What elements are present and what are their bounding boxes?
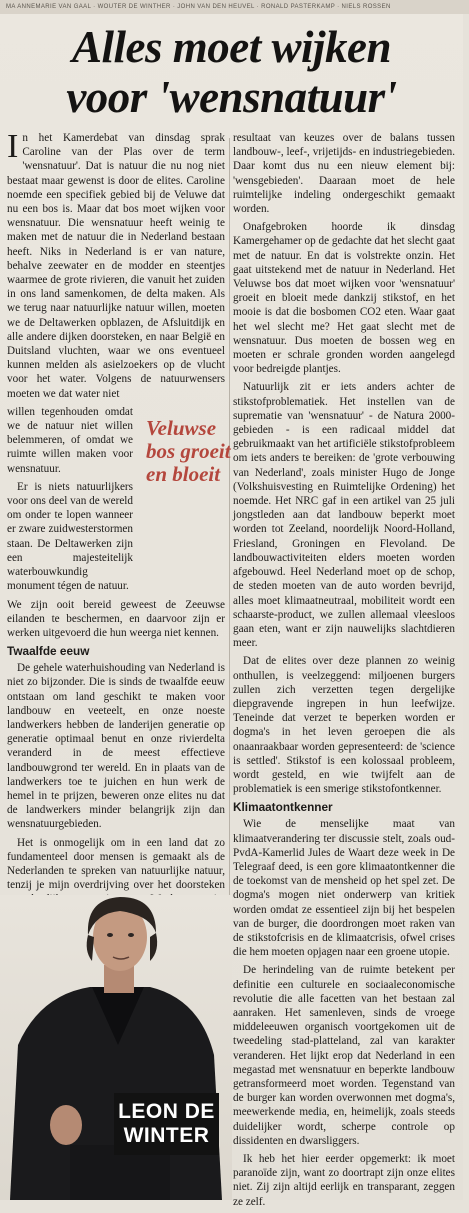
- paragraph-stikstof: Natuurlijk zit er iets anders achter de stikstofproblematiek. Het instellen van de suprematie van 'wensnatuur' - de Natura 2000-gebieden - is een radicaal middel dat gebruikmaakt van het artificiële stikstofprobleem om iets anders te bereiken: de 'grote verbouwing van Nederland', zoals minister Hugo de Jonge (Volkshuisvesting en Ruimtelijke Ordening) het noemde. Het NRC gaf in een artikel van 25 juli jongstleden aan dat landbouw beperkt moet worden tot Zeeland, noordelijk Noord-Holland, Friesland, Groningen en Flevoland. De landbouwactiviteiten elders moeten worden afgebouwd. Heel Nederland moet op de schop, de steden moeten van de auto worden bevrijd, alles moet klimaatneutraal, mobiliteit wordt een schaarste-product, we zullen allemaal vleesloos gaan eten, want er zijn nauwelijks slachtdieren meer.: [233, 381, 455, 650]
- author-name-line-2: WINTER: [123, 1124, 210, 1147]
- drop-cap: I: [7, 128, 19, 165]
- pull-quote-line-2: bos groeit: [146, 439, 231, 463]
- headline-line-1: Alles moet wijken: [71, 22, 391, 72]
- paragraph-onmogelijk: Het is onmogelijk om in een land dat zo fundamenteel door mensen is gemaakt als de Nederlanden te spreken van natuurlijke natuur, tenzij je mijn overdrijving over het doorsteken: [7, 836, 225, 892]
- pull-quote: [146, 417, 246, 486]
- pull-quote-line-3: en bloeit: [146, 462, 221, 486]
- subheading-klimaatontkenner: Klimaatontkenner: [233, 800, 333, 815]
- paragraph-narrow-2: Er is niets natuurlijkers voor ons deel van de wereld om onder te lopen wanneer er zware zuidwesterstormen staan. De Deltawerken zijn een majesteitelijk waterbouwkundig monument tégen de natuur.: [7, 480, 133, 593]
- paragraph-resultaat: resultaat van keuzes over de balans tussen landbouw-, leef-, vrijetijds- en industriegebieden. Daar komt dus nu een nieuw element bij: 'wensgebieden'. Daaraan moet de hele ruimtelijke indeling ondergeschikt gemaakt worden.: [233, 132, 455, 216]
- paragraph-paranoide: Ik heb het hier eerder opgemerkt: ik moet paranoïde zijn, want zo doortrapt zijn onze elites niet. Zij zijn altijd eerlijk en transparant, zeggen ze zelf.: [233, 1153, 455, 1208]
- paragraph-waterhuishouding: De gehele waterhuishouding van Nederland is niet zo bijzonder. Die is sinds de twaalfde eeuw ontstaan om land geschikt te maken voor landbouw en veeteelt, en onze noeste landwerkers hebben de landerijen generatie op generatie optimaal benut en onze rivierdelta veranderd in de meest effectieve landbouwgrond ter wereld. En in plaats van de landwerkers toe te juichen en hun werk de hemel in te prijzen, beweren onze elites nu dat de landwerkers minder belangrijk zijn dan wensnatuurgebieden.: [7, 662, 225, 831]
- paragraph-elites: Dat de elites over deze plannen zo weinig onthullen, is veelzeggend: miljoenen burgers zullen zich verzetten tegen dergelijke diepgravende ingrepen in hun leefwijze. Teneinde dat verzet te beperken worden er dogma's in het leven geroepen die als onaanraakbaar worden gepresenteerd: de 'science is settled'. Stikstof is een kolossaal probleem, wordt gesteld, en wie twijfelt aan de problematiek is een smerige stikstofontkenner.: [233, 655, 455, 796]
- headline: [0, 22, 463, 122]
- paragraph-narrow-1: willen tegenhouden omdat we de natuur niet willen belemmeren, of omdat we ruimte willen maken voor wensnatuur.: [7, 405, 133, 475]
- paragraph-intro-text: n het Kamerdebat van dinsdag sprak Caroline van der Plas over de term 'wensnatuur'. Dat is natuur die nu nog niet bestaat maar gewenst is door de elites. Caroline noemde een specifiek gebied bij de Veluwe dat nu een bos is. Maar dat bos moet wijken voor wensnatuur. Die wensnatuur heeft weinig te maken met de natuur die in Nederland bestaan heeft. Niks in Nederland is er van nature, behalve zeewater en de modder en steentjes waarmee de grote rivieren, die vanuit het zuiden in ons land samenkomen, de delta maken. Als we terug naar natuurlijke natuur willen, moeten we de Deltawerken opblazen, de Afsluitdijk en alle andere dijken doorsteken, en naar België en Duitsland vluchten, waar we ons eventueel kunnen melden als asielzoekers op de vlucht voor het water. Volgens de natuurwensers moeten we dat water niet: [7, 132, 225, 400]
- paragraph-intro: [7, 128, 225, 401]
- pull-quote-line-1: Veluwse: [146, 416, 217, 440]
- paragraph-deltawerken: We zijn ooit bereid geweest de Zeeuwse eilanden te beschermen, en daarvoor zijn er werken uitgevoerd die hun weerga niet kennen.: [7, 598, 225, 639]
- headline-line-2: voor 'wensnatuur': [66, 72, 397, 122]
- author-nameplate: [114, 1093, 219, 1155]
- paragraph-herindeling: De herindeling van de ruimte betekent per definitie een culturele en sociaaleconomische revolutie die alle facetten van het bestaan zal aanraken. Het samenleven, sinds de vroege middeleeuwen organisch voortgekomen uit de tweedeling stad-platteland, zal van karakter veranderen. Het lijkt erop dat Nederland in een megastad met wensnatuur en beperkte landbouw getransformeerd moet worden. Tegenstand van de burger kan worden overwonnen met dogma's, meewerkende media, en, heimelijk, zoals steeds duidelijker wordt, scherpe controle op dissidenten en dwarsliggers.: [233, 964, 455, 1147]
- paragraph-kamergehamer: Onafgebroken hoorde ik dinsdag Kamergehamer op de gedachte dat het slecht gaat met de natuur. En dat is volstrekte onzin. Het gaat uitstekend met de natuur in Nederland. Het Veluwse bos dat moet wijken voor 'wensnatuur' groeit en bloeit mede dankzij stikstof, en het mooie is dat die bosbomen CO2 eten. Waar gaat het wel slecht me? Het gaat slecht met de wensnatuur. Dus moeten de bossen weg en moeten er schrale gronden worden aangelegd voor bedreigde plantjes.: [233, 221, 455, 376]
- left-column: [7, 128, 225, 982]
- author-name-line-1: LEON DE: [118, 1100, 215, 1123]
- credits-bar: MA ANNEMARIE VAN GAAL · WOUTER DE WINTHER · JOHN VAN DEN HEUVEL · RONALD PASTERKAMP · NIELS ROSSEN: [0, 0, 469, 14]
- right-column: [233, 131, 455, 1213]
- paragraph-menselijke-maat: Wie de menselijke maat van klimaatverandering ter discussie stelt, zoals oud-PvdA-Kamerlid Jules de Waart deze week in De Telegraaf deed, is een gore klimaatontkenner die de toekomst van de mensheid op het spel zet. De dogma's mogen niet onderwerp van kritiek worden omdat ze essentieel zijn bij het bespelen van de burger, die doordrongen moet raken van de stikstofcrisis en de klimaatcrisis, ofwel crises die hem moeten opjagen naar een groene utopie.: [233, 818, 455, 959]
- subheading-twaalfde-eeuw: Twaalfde eeuw: [7, 644, 90, 659]
